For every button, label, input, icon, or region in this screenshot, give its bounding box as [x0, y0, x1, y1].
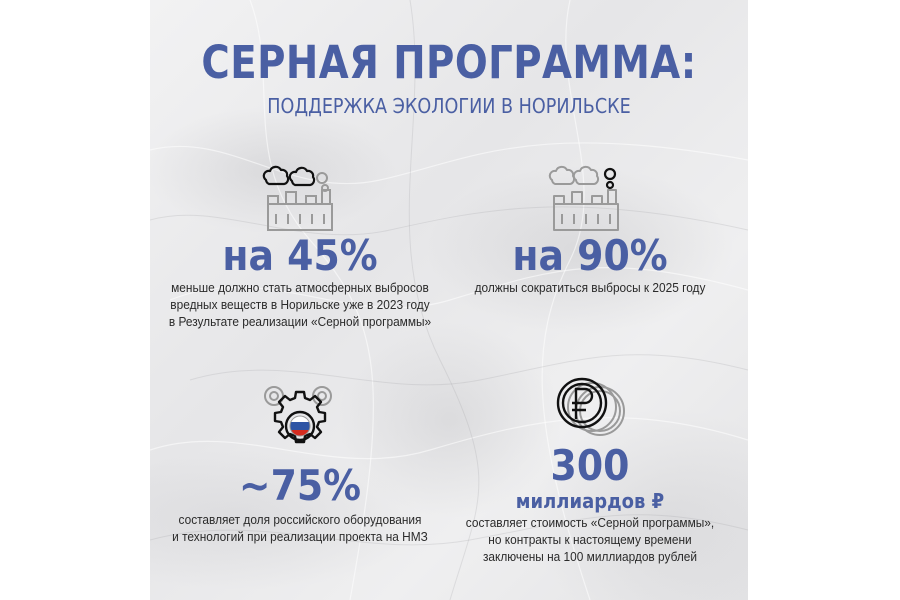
stat-value: на 45% [222, 231, 378, 280]
stat-value: ~75% [238, 461, 362, 510]
stat-unit: миллиардов ₽ [515, 489, 665, 513]
stat-emissions-2025 [440, 232, 740, 297]
page-title: СЕРНАЯ ПРОГРАММА: [201, 36, 697, 89]
stat-emissions-2023 [150, 232, 450, 331]
infographic [150, 0, 748, 600]
stat-value: 300 [550, 441, 630, 490]
stat-description-line: но контракты к настоящему времени [488, 533, 692, 547]
stat-russian-equipment [150, 462, 450, 546]
stat-description-line: заключены на 100 миллиардов рублей [482, 550, 698, 564]
stat-description-line: меньше должно стать атмосферных выбросов [171, 281, 429, 295]
factory-smoke-icon [262, 160, 337, 235]
stat-description-line: и технологий при реализации проекта на НМЗ [172, 530, 428, 544]
stat-value: на 90% [512, 231, 668, 280]
stat-description-line: составляет доля российского оборудования [178, 513, 422, 527]
stat-description-line: составляет стоимость «Серной программы», [465, 516, 715, 530]
stat-description-line: в Результате реализации «Серной программы» [168, 315, 432, 329]
factory-reduced-smoke-icon [548, 160, 623, 235]
page-subtitle: ПОДДЕРЖКА ЭКОЛОГИИ В НОРИЛЬСКЕ [267, 94, 631, 118]
stat-description-line: вредных веществ в Норильске уже в 2023 году [170, 298, 430, 312]
stat-description-line: должны сократиться выбросы к 2025 году [474, 281, 706, 295]
gear-russian-flag-icon [260, 380, 340, 460]
ruble-coins-icon [552, 375, 632, 445]
stat-program-cost [440, 442, 740, 566]
